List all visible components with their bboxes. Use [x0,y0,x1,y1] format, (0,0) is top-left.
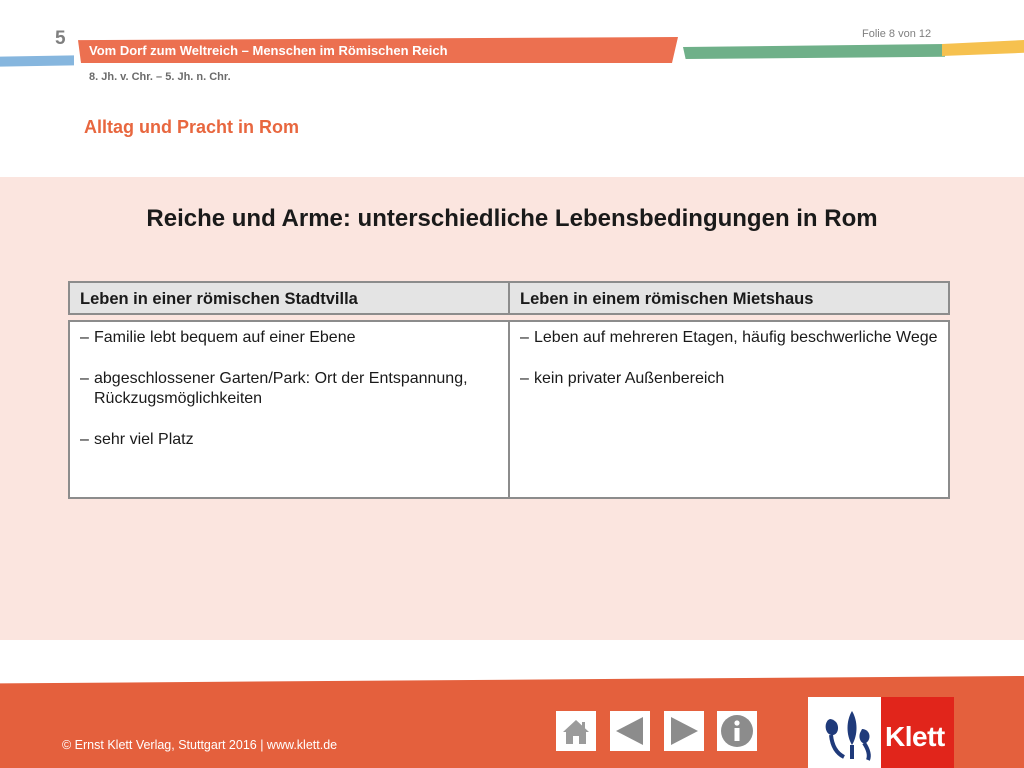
copyright-text: © Ernst Klett Verlag, Stuttgart 2016 | www.klett.de [62,738,338,752]
next-slide-button[interactable] [664,711,704,751]
period-subtitle: 8. Jh. v. Chr. – 5. Jh. n. Chr. [89,71,231,83]
arrow-left-icon [610,711,650,751]
column-header-villa: Leben in einer römischen Stadtvilla [80,290,358,308]
dash-bullet: – [80,369,89,387]
klett-logo [808,697,954,768]
comparison-table-body [68,320,950,499]
slide-counter: Folie 8 von 12 [862,28,932,40]
header-stripe-yellow [942,40,1024,56]
arrow-right-icon [664,711,704,751]
list-item [520,328,938,349]
slide-heading: Reiche und Arme: unterschiedliche Lebensbedingungen in Rom [146,205,878,232]
list-item [80,328,498,349]
home-icon [556,711,596,751]
column-villa [70,322,508,497]
list-item [80,430,498,451]
list-item [520,369,938,390]
info-button[interactable] [717,711,757,751]
previous-slide-button[interactable] [610,711,650,751]
header-stripe-green [683,44,945,59]
list-item [80,369,498,410]
section-title: Alltag und Pracht in Rom [84,117,300,137]
comparison-table-header [68,281,950,315]
chapter-number: 5 [55,28,66,49]
info-icon [717,711,757,751]
list-item-text: sehr viel Platz [94,430,194,448]
dash-bullet: – [80,329,89,346]
content-panel [0,177,1024,640]
header-stripe-blue [0,55,74,66]
list-item-text: kein privater Außenbereich [534,369,725,387]
klett-logo-text: Klett [885,721,945,752]
dash-bullet: – [520,329,529,346]
list-item-text: abgeschlossener Garten/Park: Ort der Entspannung, Rückzugsmöglichkeiten [94,369,468,407]
home-button[interactable] [556,711,596,751]
header-title: Vom Dorf zum Weltreich – Menschen im Römischen Reich [89,43,448,58]
dash-bullet: – [80,430,89,448]
column-mietshaus [508,322,948,497]
column-header-mietshaus: Leben in einem römischen Mietshaus [508,283,948,313]
dash-bullet: – [520,369,529,387]
list-item-text: Leben auf mehreren Etagen, häufig beschwerliche Wege [534,329,938,346]
klett-leaf-icon [818,705,878,763]
list-item-text: Familie lebt bequem auf einer Ebene [94,329,356,346]
